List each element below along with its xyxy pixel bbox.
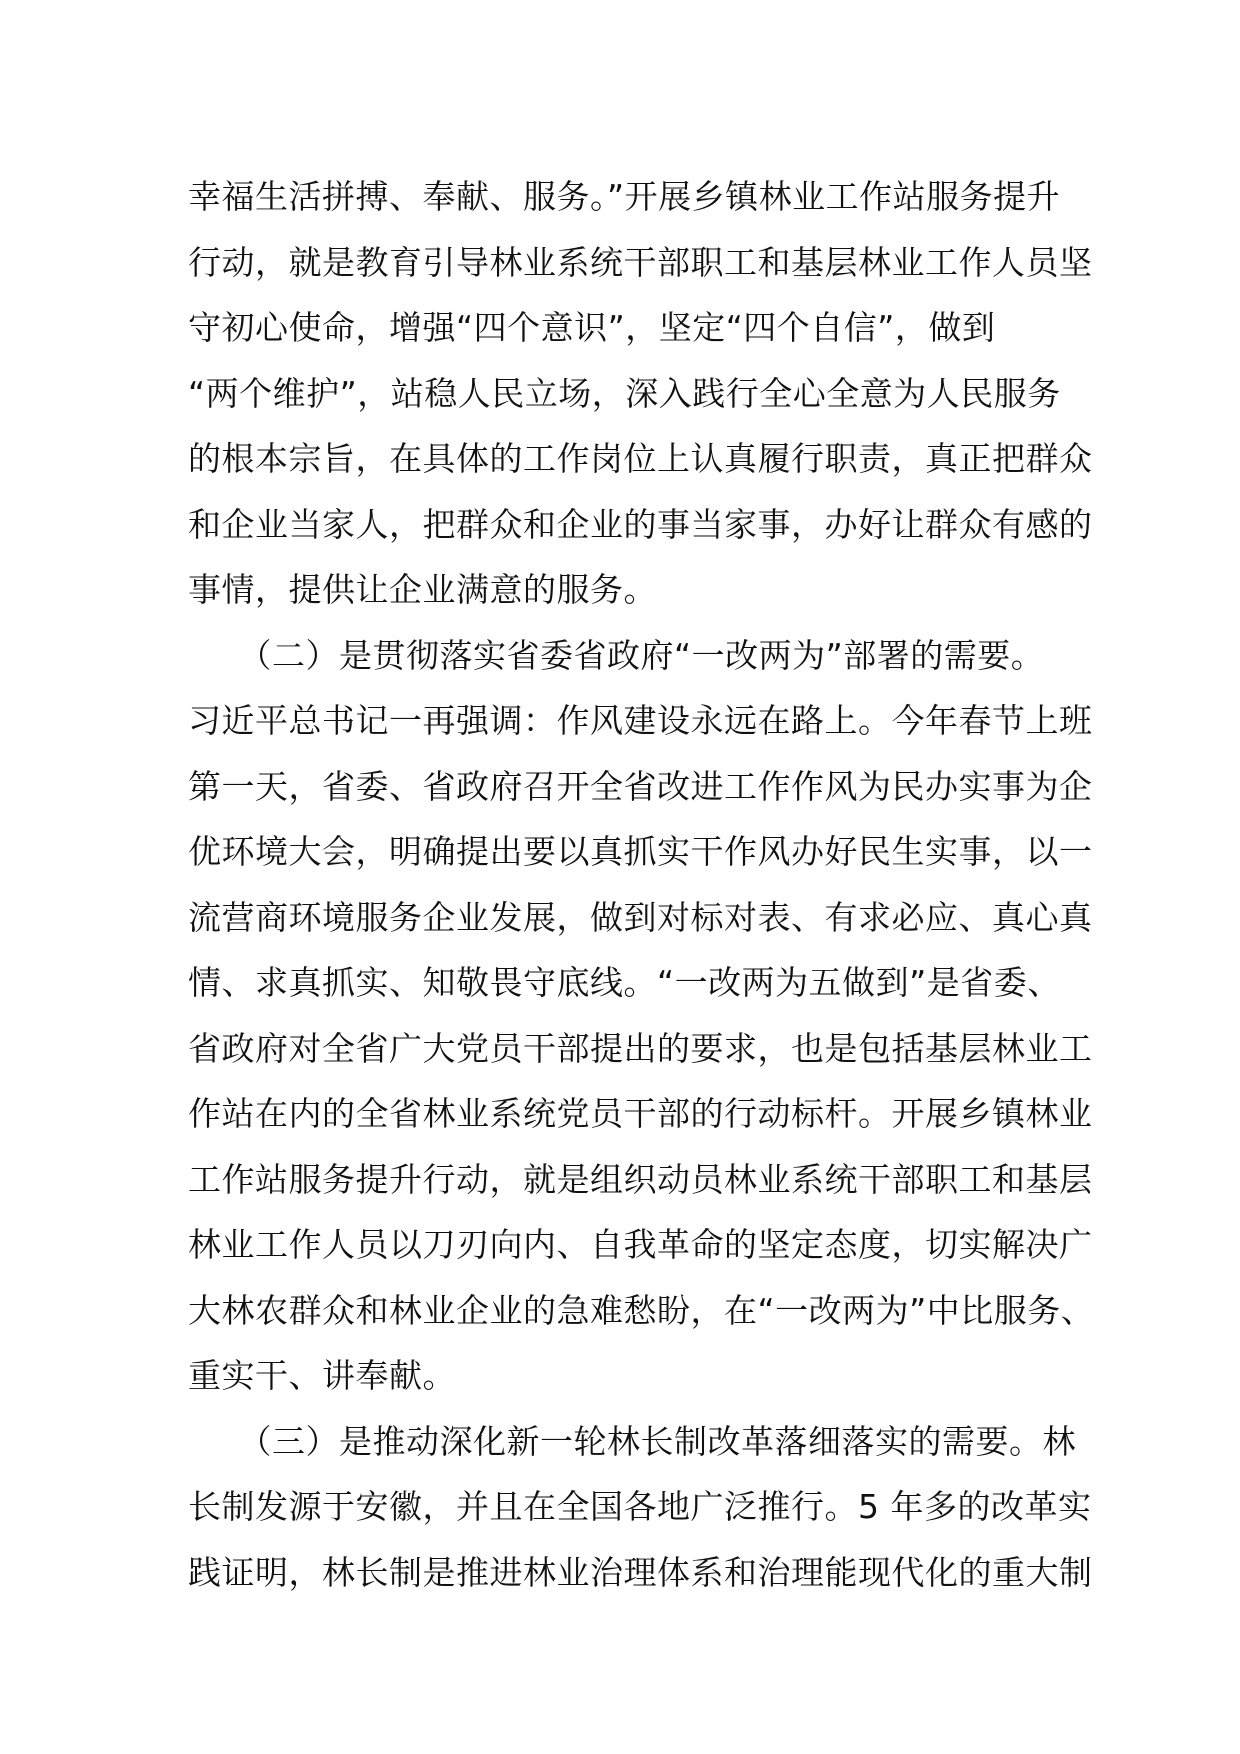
section-heading-3: （三）是推动深化新一轮林长制改革落细落实的需要。林 [188,1421,1076,1461]
body-text [188,164,1095,1605]
text-line: 守初心使命，增强“四个意识”，坚定“四个自信”，做到 [188,308,996,347]
text-line: 作站在内的全省林业系统党员干部的行动标杆。开展乡镇林业 [188,1094,1093,1133]
text-line: 幸福生活拼搏、奉献、服务。”开展乡镇林业工作站服务提升 [188,177,1061,216]
text-line: “两个维护”，站稳人民立场，深入践行全心全意为人民服务 [188,373,1061,413]
text-line: 工作站服务提升行动，就是组织动员林业系统干部职工和基层 [188,1159,1093,1199]
text-line: 情、求真抓实、知敬畏守底线。“一改两为五做到”是省委、 [188,963,1061,1002]
text-line: 和企业当家人，把群众和企业的事当家事，办好让群众有感的 [188,504,1093,544]
text-line: 优环境大会，明确提出要以真抓实干作风办好民生实事，以一 [188,832,1093,871]
section-heading-2: （二）是贯彻落实省委省政府“一改两为”部署的需要。 [188,635,1045,675]
text-line: 重实干、讲奉献。 [188,1356,456,1395]
text-line: 践证明，林长制是推进林业治理体系和治理能现代化的重大制 [188,1552,1093,1592]
text-line: 长制发源于安徽，并且在全国各地广泛推行。5 年多的改革实 [188,1487,1092,1526]
text-line: 第一天，省委、省政府召开全省改进工作作风为民办实事为企 [188,766,1093,806]
text-line: 流营商环境服务企业发展，做到对标对表、有求必应、真心真 [188,897,1093,937]
text-line: 省政府对全省广大党员干部提出的要求，也是包括基层林业工 [188,1028,1093,1068]
text-line: 大林农群众和林业企业的急难愁盼，在“一改两为”中比服务、 [188,1290,1095,1330]
text-line: 林业工作人员以刀刃向内、自我革命的坚定态度，切实解决广 [188,1225,1093,1264]
text-line: 的根本宗旨，在具体的工作岗位上认真履行职责，真正把群众 [188,439,1093,478]
text-line: 事情，提供让企业满意的服务。 [188,570,657,609]
text-line: 习近平总书记一再强调：作风建设永远在路上。今年春节上班 [188,701,1093,740]
text-line: 行动，就是教育引导林业系统干部职工和基层林业工作人员坚 [188,242,1093,282]
